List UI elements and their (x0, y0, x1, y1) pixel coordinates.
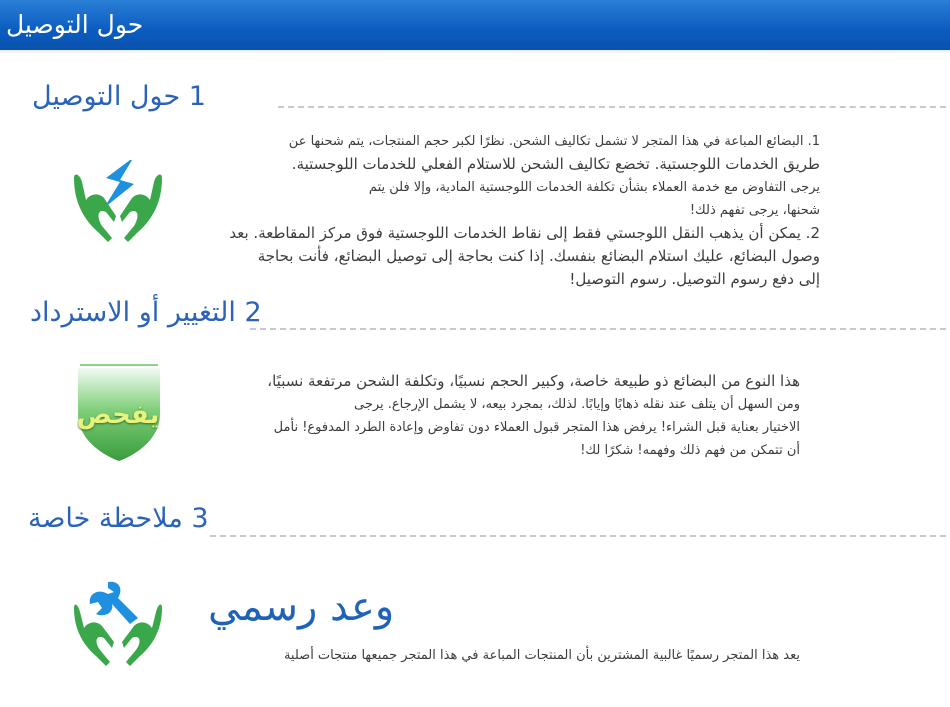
section-2-divider (250, 328, 946, 330)
section-2-line-3: الاختيار بعناية قبل الشراء! يرفض هذا المتجر قبول العملاء دون تفاوض وإعادة الطرد المدفوع! نأمل (273, 420, 800, 435)
section-1-line-7: إلى دفع رسوم التوصيل. رسوم التوصيل! (569, 270, 820, 288)
official-promise-title: وعد رسمي (208, 584, 395, 630)
hands-lightning-icon (68, 138, 168, 248)
section-1-divider (278, 106, 946, 108)
section-2-line-1: هذا النوع من البضائع ذو طبيعة خاصة، وكبير الحجم نسبيًا، وتكلفة الشحن مرتفعة نسبيًا، (267, 372, 800, 390)
section-1-line-1: 1. البضائع المباعة في هذا المتجر لا تشمل تكاليف الشحن. نظرًا لكبر حجم المنتجات، يتم شحنها عن (288, 134, 820, 149)
section-3-title: 3 ملاحظة خاصة (28, 503, 209, 534)
section-1-title: 1 حول التوصيل (32, 81, 206, 112)
section-1-text (180, 130, 820, 291)
section-2-line-2: ومن السهل أن يتلف عند نقله ذهابًا وإيابًا. لذلك، بمجرد بيعه، لا يشمل الإرجاع. يرجى (354, 397, 800, 412)
section-3-text (180, 644, 800, 667)
inspect-shield-icon (68, 362, 168, 462)
page-title: حول التوصيل (6, 10, 144, 39)
section-3-divider (210, 535, 946, 537)
header-shadow (0, 42, 950, 54)
section-1-line-3: يرجى التفاوض مع خدمة العملاء بشأن تكلفة الخدمات اللوجستية المادية، وإلا فلن يتم (368, 180, 820, 195)
section-2-title: 2 التغيير أو الاسترداد (30, 297, 262, 328)
header-bar (0, 0, 950, 50)
section-1-line-5: 2. يمكن أن يذهب النقل اللوجستي فقط إلى نقاط الخدمات اللوجستية فوق مركز المقاطعة. بعد (229, 224, 820, 242)
section-2-text (180, 370, 800, 462)
inspect-label: يفحص (76, 400, 160, 430)
section-1-line-6: وصول البضائع، عليك استلام البضائع بنفسك. إذا كنت بحاجة إلى توصيل البضائع، فأنت بحاجة (257, 247, 820, 265)
section-3-line-1: يعد هذا المتجر رسميًا غالبية المشترين بأن المنتجات المباعة في هذا المتجر جميعها منتجات أصلية (283, 648, 800, 663)
section-1-line-2: طريق الخدمات اللوجستية. تخضع تكاليف الشحن للاستلام الفعلي للخدمات اللوجستية. (291, 155, 820, 173)
hands-wrench-icon (68, 570, 168, 670)
section-1-line-4: شحنها، يرجى تفهم ذلك! (689, 203, 820, 218)
section-2-line-4: أن تتمكن من فهم ذلك وفهمه! شكرًا لك! (580, 443, 800, 458)
